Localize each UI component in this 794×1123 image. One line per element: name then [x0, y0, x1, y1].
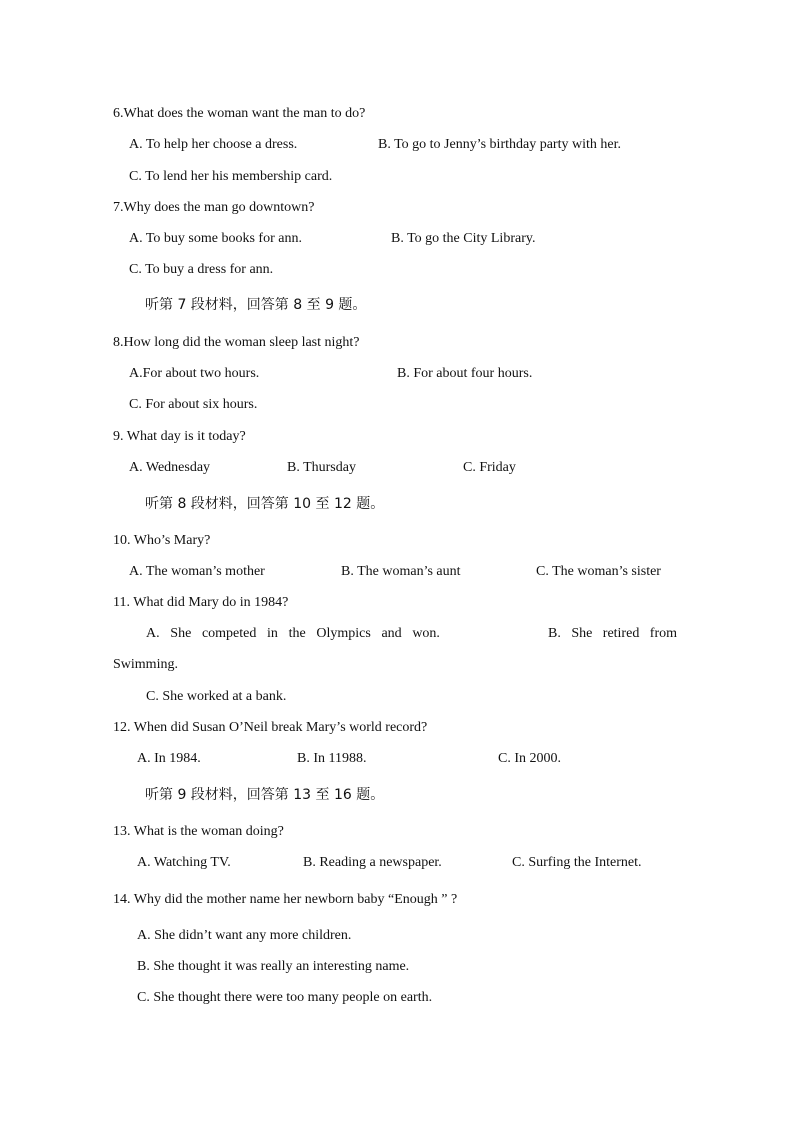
word: She: [571, 626, 593, 641]
word: the: [288, 626, 306, 641]
section-9-heading: 听第 9 段材料，回答第 13 至 16 题。: [145, 787, 385, 803]
q8-stem: 8.How long did the woman sleep last night?: [113, 335, 360, 350]
q6-option-a: A. To help her choose a dress.: [129, 137, 298, 152]
word: She: [170, 626, 192, 641]
q12-stem: 12. When did Susan O’Neil break Mary’s world record?: [113, 720, 428, 735]
q7-stem: 7.Why does the man go downtown?: [113, 200, 315, 215]
q7-option-c: C. To buy a dress for ann.: [129, 262, 274, 277]
q6-option-b: B. To go to Jenny’s birthday party with her.: [378, 137, 621, 152]
q9-option-c: C. Friday: [463, 460, 516, 475]
q13-stem: 13. What is the woman doing?: [113, 824, 284, 839]
section-7-heading: 听第 7 段材料，回答第 8 至 9 题。: [145, 297, 367, 313]
q9-option-a: A. Wednesday: [129, 460, 211, 475]
q10-option-c: C. The woman’s sister: [536, 564, 661, 579]
q14-option-b: B. She thought it was really an interesting name.: [137, 959, 410, 974]
q13-option-a: A. Watching TV.: [137, 855, 231, 870]
q13-option-b: B. Reading a newspaper.: [303, 855, 442, 870]
q9-option-b: B. Thursday: [287, 460, 356, 475]
word: and: [381, 626, 402, 641]
q10-option-b: B. The woman’s aunt: [341, 564, 461, 579]
word: from: [649, 626, 677, 641]
q13-option-c: C. Surfing the Internet.: [512, 855, 642, 870]
q12-option-b: B. In 11988.: [297, 751, 367, 766]
word: won.: [412, 626, 440, 641]
q8-option-b: B. For about four hours.: [397, 366, 533, 381]
word: Olympics: [316, 626, 371, 641]
q6-stem: 6.What does the woman want the man to do?: [113, 106, 366, 121]
q7-option-b: B. To go the City Library.: [391, 231, 536, 246]
q11-option-c: C. She worked at a bank.: [146, 689, 287, 704]
word: B.: [548, 626, 561, 641]
q14-stem: 14. Why did the mother name her newborn baby “Enough ” ?: [113, 892, 458, 907]
q10-stem: 10. Who’s Mary?: [113, 533, 211, 548]
q12-option-a: A. In 1984.: [137, 751, 201, 766]
q9-stem: 9. What day is it today?: [113, 429, 246, 444]
word: in: [267, 626, 278, 641]
q11-stem: 11. What did Mary do in 1984?: [113, 595, 289, 610]
q7-option-a: A. To buy some books for ann.: [129, 231, 302, 246]
q8-option-c: C. For about six hours.: [129, 397, 258, 412]
q6-option-c: C. To lend her his membership card.: [129, 169, 333, 184]
q11-option-b: [548, 625, 677, 643]
q14-option-c: C. She thought there were too many people on earth.: [137, 990, 433, 1005]
word: A.: [146, 626, 160, 641]
q10-option-a: A. The woman’s mother: [129, 564, 265, 579]
q14-option-a: A. She didn’t want any more children.: [137, 928, 352, 943]
q12-option-c: C. In 2000.: [498, 751, 561, 766]
section-8-heading: 听第 8 段材料，回答第 10 至 12 题。: [145, 496, 385, 512]
q8-option-a: A.For about two hours.: [129, 366, 260, 381]
q11-option-a: [146, 625, 440, 643]
q11-option-b-continued: Swimming.: [113, 657, 178, 672]
word: retired: [602, 626, 640, 641]
word: competed: [201, 626, 257, 641]
